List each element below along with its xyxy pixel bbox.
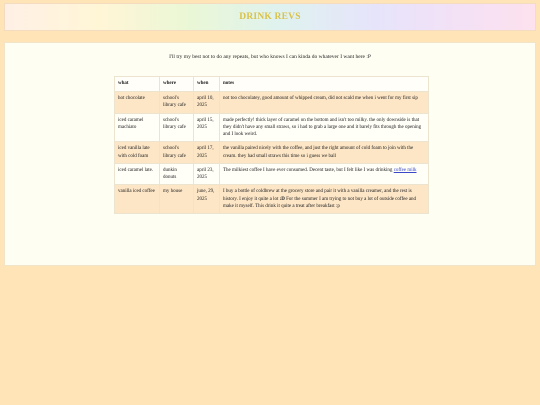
coffee-milk-link[interactable]: coffee milk	[393, 167, 417, 173]
cell-notes: the vanilla paired nicely with the coffee, and just the right amount of cold foam to join with the cream. they had small straws this time so i guess we ball	[220, 142, 429, 164]
page-title: DRINK REVS	[239, 12, 301, 22]
cell-what: vanilla iced coffee	[115, 185, 160, 214]
notes-text: For the summer I am trying to not buy a lot of outside coffee and make it myself. This drink it quite a treat after breakfast :p	[223, 196, 417, 209]
cell-where: my house	[160, 185, 194, 214]
cell-notes: made perfectly! thick layer of caramel on the bottom and isn't too milky. the only downside is that they didn't have any small straws, so i had to grab a large one and it barely fits through the opening and I look weird.	[220, 113, 429, 142]
cell-notes	[220, 163, 429, 185]
notes-text: The milkiest coffee I have ever consumed. Decent taste, but I felt like I was drinking	[223, 167, 394, 173]
cell-what: iced vanilla late with cold foam	[115, 142, 160, 164]
column-header-what: what	[115, 77, 160, 92]
notes-text: I buy a bottle of coldbrew at the grocery store and pair it with a vanilla creamer, and the rest is history. I enjoy it quite a lot	[223, 189, 412, 202]
cell-when: april 23, 2025	[194, 163, 220, 185]
cell-when: april 10, 2025	[194, 92, 220, 114]
content-panel	[4, 42, 536, 266]
table-row	[115, 142, 429, 164]
cell-when: april 15, 2025	[194, 113, 220, 142]
notes-emphasis: :D	[279, 196, 285, 202]
drink-reviews-table	[114, 76, 429, 214]
column-header-when: when	[194, 77, 220, 92]
table-row	[115, 92, 429, 114]
column-header-where: where	[160, 77, 194, 92]
table-header-row	[115, 77, 429, 92]
table-row	[115, 113, 429, 142]
cell-what: iced caramel machiato	[115, 113, 160, 142]
cell-notes	[220, 185, 429, 214]
cell-where: school's library cafe	[160, 142, 194, 164]
cell-when: april 17, 2025	[194, 142, 220, 164]
cell-where: school's library cafe	[160, 113, 194, 142]
intro-text: I'll try my best not to do any repeats, but who knows I can kinda do whatever I want here :P	[169, 54, 371, 60]
cell-what: hot chocolate	[115, 92, 160, 114]
table-row	[115, 185, 429, 214]
cell-where: school's library cafe	[160, 92, 194, 114]
cell-where: dunkin donuts	[160, 163, 194, 185]
header-banner	[4, 3, 536, 31]
cell-what: iced caramel late.	[115, 163, 160, 185]
cell-notes: not too chocolatey, good amount of whipped cream, did not scald me when i went for my first sip	[220, 92, 429, 114]
cell-when: june, 29, 2025	[194, 185, 220, 214]
column-header-notes: notes	[220, 77, 429, 92]
table-row	[115, 163, 429, 185]
